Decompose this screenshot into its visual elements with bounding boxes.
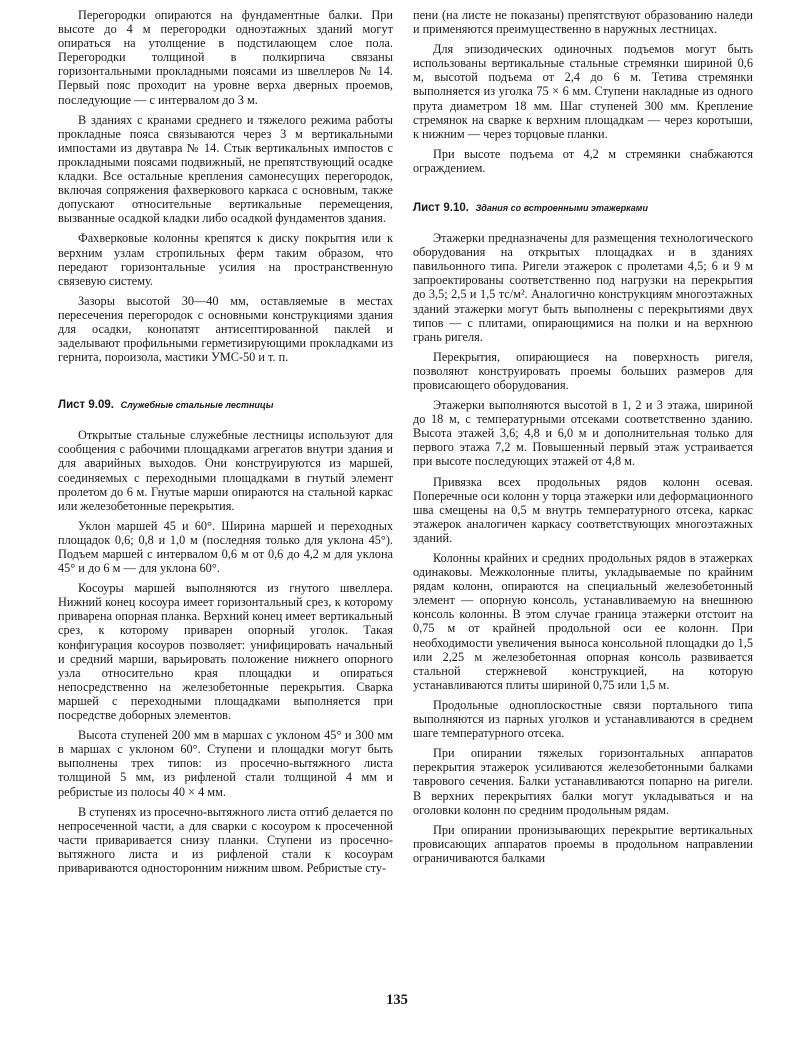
paragraph: Открытые стальные служебные лестницы используют для сообщения с рабочими площадками агрегатов внутри здания и для аварийных выходов. Они конструируются из маршей, соединяемых с переходными площадками в гнутый элемент пролетом до 6 м. Гнутые марши опираются на стальной каркас или железобетонные перекрытия. (58, 428, 393, 513)
paragraph: При опирании тяжелых горизонтальных аппаратов перекрытия этажерок усиливаются железобетонными балками таврового сечения. Балки устанавливаются попарно на ригели. В верхних перекрытиях балки могут укладываться и на оголовки колонн по средним продольным рядам. (413, 746, 753, 817)
left-column (58, 8, 393, 875)
section-heading-9-09 (58, 394, 393, 412)
paragraph: Косоуры маршей выполняются из гнутого швеллера. Нижний конец косоура имеет горизонтальный срез, к которому приварена опорная планка. Верхний конец имеет вертикальный срез, к которому приварен опорный уголок. Такая конфигурация косоуров позволяет: унифицировать начальный и средний марши, варьировать положение нижнего опорного узла относительно края площадки и опираться непосредственно на железобетонные перекрытия. Сварка маршей с переходными площадками выполняется при посредстве доборных элементов. (58, 581, 393, 723)
heading-number: Лист 9.09. (58, 399, 114, 412)
page-number: 135 (386, 992, 408, 1008)
paragraph: Привязка всех продольных рядов колонн осевая. Поперечные оси колонн у торца этажерки или деформационного шва смещены на 0,5 м внутрь температурного отсека, каркас этажерок аналогичен каркасу соответствующих многоэтажных зданий. (413, 474, 754, 545)
paragraph: Уклон маршей 45 и 60°. Ширина маршей и переходных площадок 0,6; 0,8 и 1,0 м (последняя только для уклона 45°). Подъем маршей с интервалом 0,6 м от 0,6 до 4,2 м для уклона 45° и до 6 м — для уклона 60°. (58, 518, 393, 576)
paragraph: Фахверковые колонны крепятся к диску покрытия или к верхним узлам стропильных ферм таким образом, что передают горизонтальные усилия на пространственную связевую систему. (58, 231, 393, 288)
paragraph: Этажерки выполняются высотой в 1, 2 и 3 этажа, шириной до 18 м, с температурными отсеками соответственно зданию. Высота этажей 3,6; 4,8 и 6,0 м и дополнительная только для первого этажа 7,2 м. Повышенный первый этаж устраивается при высоте последующих этажей от 4,8 м. (413, 398, 753, 469)
right-column (413, 8, 753, 865)
paragraph: Для эпизодических одиночных подъемов могут быть использованы вертикальные стальные стремянки шириной 0,6 м, высотой подъема от 2,4 до 6 м. Тетива стремянки выполняется из уголка 75 × 6 мм. Ступени накладные из одного прута диаметром 18 мм. Шаг ступеней 300 мм. Крепление стремянок на сварке к верхним площадкам — через коротыши, к нижним — через торцовые планки. (413, 42, 753, 141)
paragraph: При высоте подъема от 4,2 м стремянки снабжаются ограждением. (413, 146, 753, 175)
paragraph: При опирании пронизывающих перекрытие вертикальных провисающих аппаратов проемы в продольном направлении ограничиваются балками (413, 822, 753, 865)
paragraph: Перегородки опираются на фундаментные балки. При высоте до 4 м перегородки одноэтажных зданий могут опираться на утолщение в подстилающем слое пола. Перегородки толщиной в полкирпича связаны горизонтальными прокладными поясами из швеллеров № 14. Первый пояс проходит на уровне верха дверных проемов, последующие — с интервалом до 3 м. (58, 8, 393, 107)
paragraph: Высота ступеней 200 мм в маршах с уклоном 45° и 300 мм в маршах с уклоном 60°. Ступени и площадки могут быть выполнены трех типов: из просечно-вытяжного листа толщиной 5 мм, из рифленой стали толщиной 4 мм и ребристые из полосы 40 × 4 мм. (58, 728, 393, 799)
paragraph: Колонны крайних и средних продольных рядов в этажерках одинаковы. Межколонные плиты, укладываемые по крайним рядам колонн, опираются на специальный железобетонный элемент — опорную консоль, устанавливаемую на внешнюю консоль колонны. В этом случае граница этажерки отстоит на 0,75 м от крайней продольной оси ее колонн. При необходимости увеличения выноса консольной площадки до 1,5 или 2,25 м железобетонная опорная консоль развивается стальной стержневой конструкцией, на которую устанавливаются плиты шириной 0,75 или 1,5 м. (413, 551, 753, 692)
paragraph: Этажерки предназначены для размещения технологического оборудования на открытых площадках и в зданиях павильонного типа. Ригели этажерок с пролетами 4,5; 6 и 9 м запроектированы соответственно под нагрузки на перекрытия до 3,5; 2,5 и 1,5 тс/м². Аналогично конструкциям многоэтажных зданий этажерки могут быть выполнены с перекрытиями двух типов — с плитами, опирающимися на полки и на верхнюю грань ригеля. (413, 231, 753, 344)
paragraph: В ступенях из просечно-вытяжного листа отгиб делается по непросеченной части, а для сварки с косоуром к просеченной части приваривается снизу планки. Ступени из просечно-вытяжного листа и из рифленой стали к косоурам привариваются односторонним нижним швом. Ребристые сту- (58, 804, 393, 875)
paragraph: В зданиях с кранами среднего и тяжелого режима работы прокладные пояса связываются через 3 м вертикальными импостами из двутавра № 14. Стык вертикальных импостов с прокладными поясами подвижный, не препятствующий осадке кладки. Все остальные крепления самонесущих перегородок, включая сопряжения фахверкового каркаса с основным, также допускают относительные вертикальные перемещения, вызванные осадкой кладки либо осадкой фундаментов здания. (58, 112, 393, 226)
paragraph: Продольные одноплоскостные связи портального типа выполняются из парных уголков и устанавливаются в среднем шаге температурного отсека. (413, 697, 753, 741)
heading-title: Служебные стальные лестницы (120, 400, 274, 411)
paragraph: пени (на листе не показаны) препятствуют образованию наледи и применяются преимущественно в наружных лестницах. (413, 8, 753, 37)
section-heading-9-10 (413, 197, 753, 215)
paragraph: Перекрытия, опирающиеся на поверхность ригеля, позволяют конструировать проемы больших размеров для провисающего оборудования. (413, 349, 753, 392)
heading-title: Здания со встроенными этажерками (475, 203, 648, 214)
paragraph: Зазоры высотой 30—40 мм, оставляемые в местах пересечения перегородок с основными конструкциями здания для осадки, конопатят антисептированной паклей и заделывают профильными герметизирующими прокладками из гернита, пороизола, мастики УМС-50 и т. п. (58, 293, 393, 365)
heading-number: Лист 9.10. (413, 202, 469, 215)
